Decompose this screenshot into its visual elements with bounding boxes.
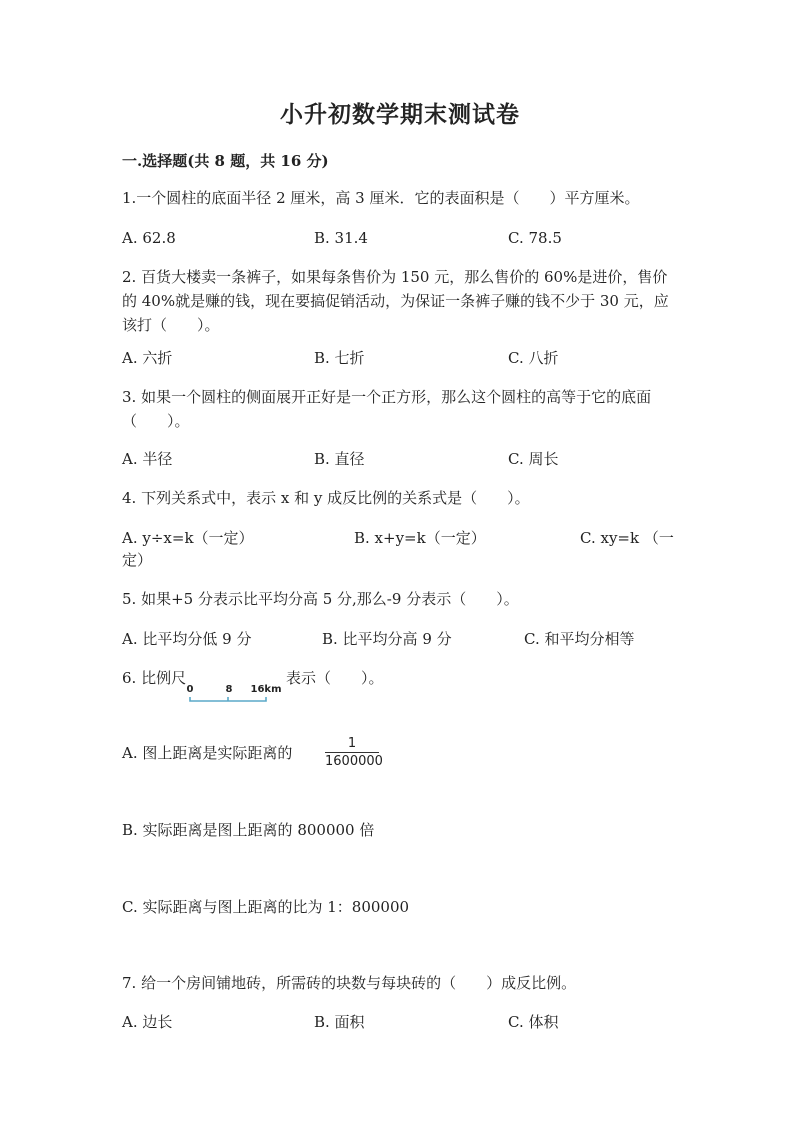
question-4: 4. 下列关系式中，表示 x 和 y 成反比例的关系式是（ ）。 [122,489,530,507]
scale-label-0: 0 [186,684,194,695]
fraction-numerator: 1 [347,736,357,751]
q6-option-b[interactable]: B. 实际距离是图上距离的 800000 倍 [122,821,375,839]
question-6-end: 表示（ ）。 [286,669,384,687]
fraction-denominator: 1600000 [325,754,383,769]
q4-option-c-continued: 定） [122,551,153,569]
q2-option-a[interactable]: A. 六折 [122,349,173,367]
q3-option-a[interactable]: A. 半径 [122,450,173,468]
q4-option-b[interactable]: B. x+y=k（一定） [354,529,486,547]
q7-option-c[interactable]: C. 体积 [508,1013,559,1031]
q4-option-c[interactable]: C. xy=k （一 [580,529,674,547]
page-title: 小升初数学期末测试卷 [280,101,520,128]
q3-option-b[interactable]: B. 直径 [314,450,365,468]
question-6-start: 6. 比例尺 [122,669,187,687]
q2-option-b[interactable]: B. 七折 [314,349,365,367]
q4-option-a[interactable]: A. y÷x=k（一定） [122,529,254,547]
section-heading: 一.选择题(共 8 题，共 16 分) [122,152,329,170]
q2-option-c[interactable]: C. 八折 [508,349,559,367]
question-5: 5. 如果+5 分表示比平均分高 5 分,那么-9 分表示（ ）。 [122,590,519,608]
q6-option-a[interactable]: A. 图上距离是实际距离的 [122,744,293,762]
q5-option-a[interactable]: A. 比平均分低 9 分 [122,630,252,648]
q1-option-c[interactable]: C. 78.5 [508,229,562,247]
question-2: 2. 百货大楼卖一条裤子，如果每条售价为 150 元，那么售价的 60%是进价，售价的 40%就是赚的钱，现在要搞促销活动，为保证一条裤子赚的钱不少于 30 元，应该打（ ）。 [122,268,669,334]
q1-option-b[interactable]: B. 31.4 [314,229,368,247]
scale-bar [186,683,286,707]
q1-option-a[interactable]: A. 62.8 [122,229,176,247]
q3-option-c[interactable]: C. 周长 [508,450,559,468]
scale-label-16km: 16km [250,684,282,695]
q5-option-b[interactable]: B. 比平均分高 9 分 [322,630,452,648]
q5-option-c[interactable]: C. 和平均分相等 [524,630,635,648]
q7-option-b[interactable]: B. 面积 [314,1013,365,1031]
q7-option-a[interactable]: A. 边长 [122,1013,173,1031]
fraction-bar [325,752,379,753]
question-7: 7. 给一个房间铺地砖，所需砖的块数与每块砖的（ ）成反比例。 [122,974,577,992]
scale-line [190,697,266,701]
question-1: 1.一个圆柱的底面半径 2 厘米，高 3 厘米．它的表面积是（ ）平方厘米。 [122,189,640,207]
q6-option-c[interactable]: C. 实际距离与图上距离的比为 1：800000 [122,898,410,916]
question-3: 3. 如果一个圆柱的侧面展开正好是一个正方形，那么这个圆柱的高等于它的底面（ ）。 [122,388,652,430]
scale-label-8: 8 [225,684,233,695]
q6-fraction [325,736,383,769]
